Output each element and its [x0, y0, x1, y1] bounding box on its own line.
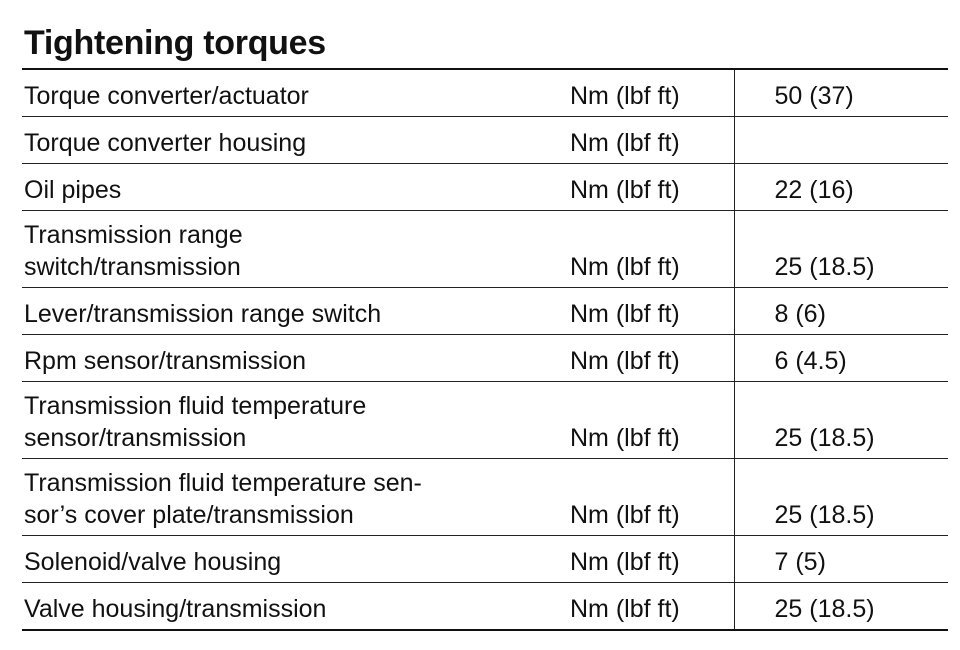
torque-value: 25 (18.5) [734, 459, 948, 536]
torque-unit: Nm (lbf ft) [570, 335, 734, 382]
component-description [22, 288, 570, 335]
table-row [22, 459, 948, 536]
table-row [22, 117, 948, 164]
torque-unit: Nm (lbf ft) [570, 536, 734, 583]
component-description [22, 459, 570, 536]
torque-table-body [22, 69, 948, 630]
component-description [22, 335, 570, 382]
table-row [22, 382, 948, 459]
table-row [22, 69, 948, 117]
description-line: sor’s cover plate/transmission [24, 501, 354, 529]
table-row [22, 335, 948, 382]
description-line: Rpm sensor/transmission [24, 347, 307, 375]
component-description [22, 536, 570, 583]
torque-table [22, 68, 948, 631]
torque-value: 6 (4.5) [734, 335, 948, 382]
component-description [22, 69, 570, 117]
torque-unit: Nm (lbf ft) [570, 459, 734, 536]
description-line: Solenoid/valve housing [24, 548, 282, 576]
description-line: Transmission range [24, 221, 243, 249]
torque-value: 8 (6) [734, 288, 948, 335]
table-row [22, 164, 948, 211]
component-description [22, 211, 570, 288]
component-description [22, 382, 570, 459]
description-line: Torque converter/actuator [24, 82, 309, 110]
torque-unit: Nm (lbf ft) [570, 164, 734, 211]
table-row [22, 536, 948, 583]
description-line: Transmission fluid temperature [24, 392, 367, 420]
torque-value: 25 (18.5) [734, 583, 948, 631]
description-line: Transmission fluid temperature sen- [24, 469, 422, 497]
torque-value: 25 (18.5) [734, 211, 948, 288]
component-description [22, 583, 570, 631]
component-description [22, 164, 570, 211]
torque-value: 50 (37) [734, 69, 948, 117]
component-description [22, 117, 570, 164]
page-title: Tightening torques [24, 24, 326, 62]
description-line: sensor/transmission [24, 424, 247, 452]
torque-value: 25 (18.5) [734, 382, 948, 459]
torque-unit: Nm (lbf ft) [570, 211, 734, 288]
description-line: Oil pipes [24, 176, 122, 204]
torque-unit: Nm (lbf ft) [570, 595, 680, 623]
table-row [22, 288, 948, 335]
torque-unit: Nm (lbf ft) [570, 288, 734, 335]
description-line: switch/transmission [24, 253, 241, 281]
table-row [22, 211, 948, 288]
torque-unit: Nm (lbf ft) [570, 69, 734, 117]
torque-value: 7 (5) [734, 536, 948, 583]
torque-value: 22 (16) [734, 164, 948, 211]
torque-unit: Nm (lbf ft) [570, 382, 734, 459]
description-line: Valve housing/transmission [24, 595, 327, 623]
torque-spec-document [22, 22, 948, 631]
torque-unit: Nm (lbf ft) [570, 117, 734, 164]
torque-value [734, 117, 948, 164]
description-line: Lever/transmission range switch [24, 300, 382, 328]
description-line: Torque converter housing [24, 129, 307, 157]
table-row [22, 583, 948, 631]
